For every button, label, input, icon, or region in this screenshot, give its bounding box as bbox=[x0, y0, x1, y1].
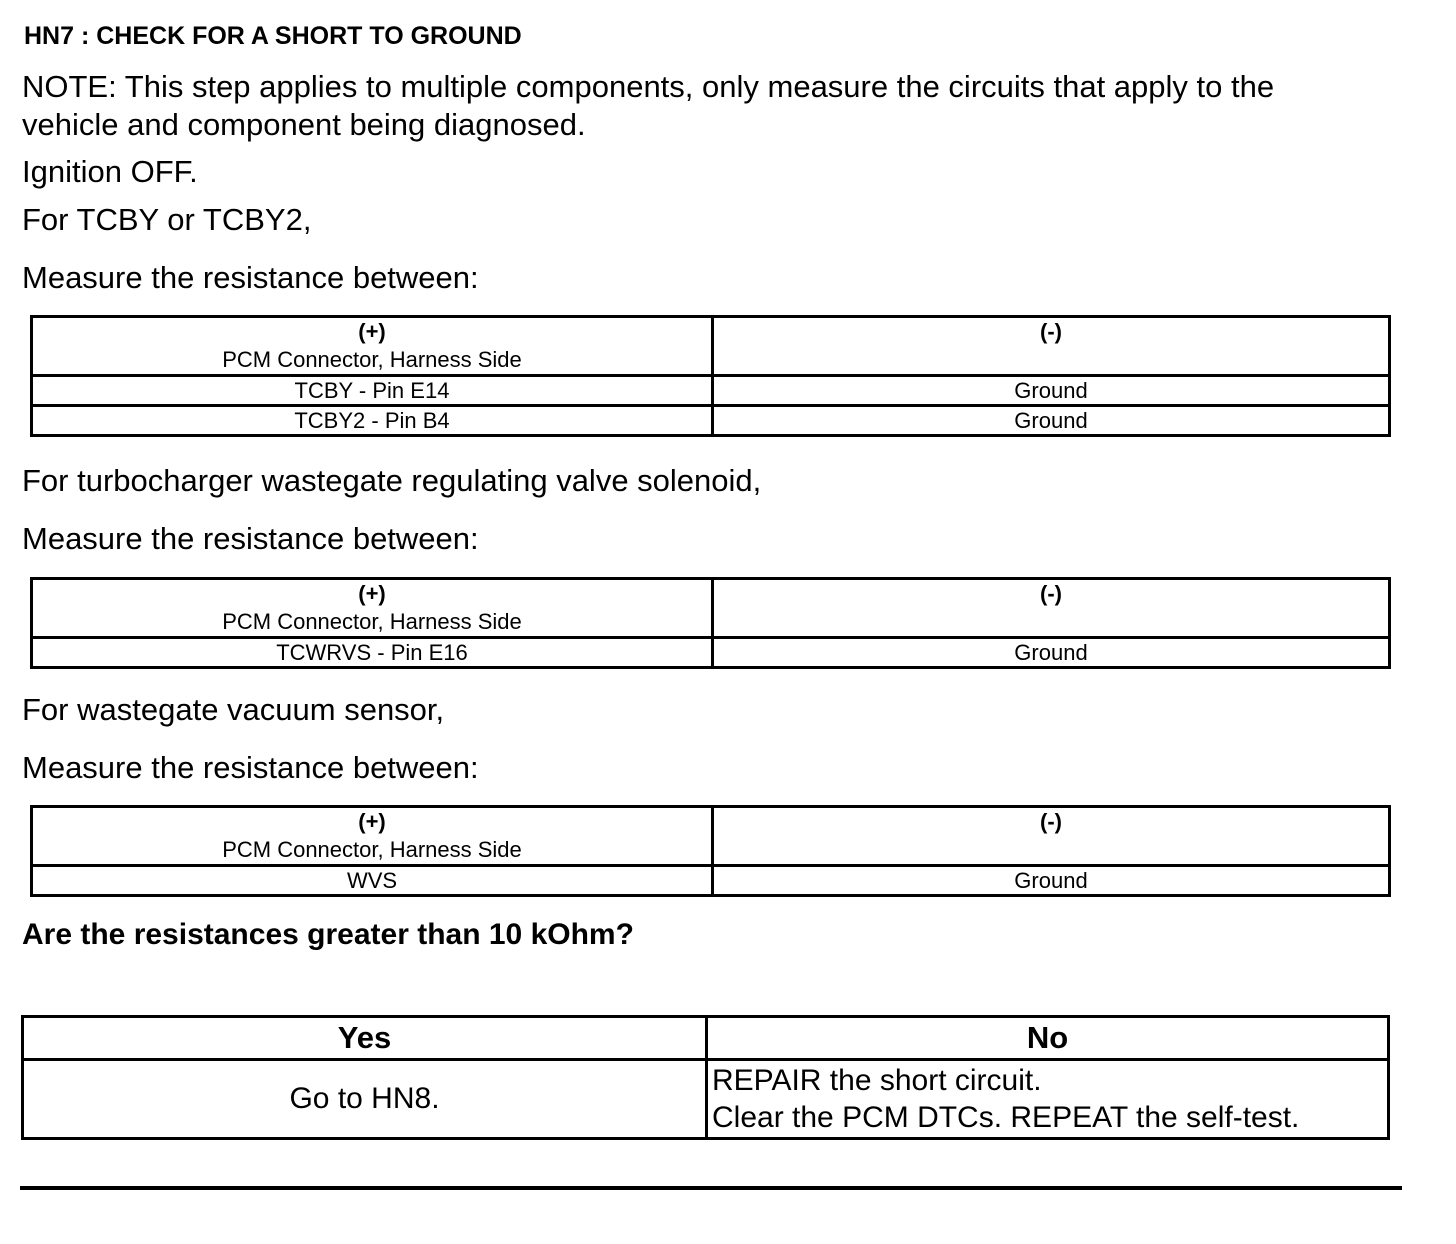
minus-sign: (-) bbox=[1040, 809, 1062, 834]
test-question: Are the resistances greater than 10 kOhm? bbox=[22, 918, 634, 951]
plus-cell: TCWRVS - Pin E16 bbox=[32, 638, 713, 668]
plus-cell: TCBY2 - Pin B4 bbox=[32, 406, 713, 436]
column-header-minus bbox=[713, 807, 1390, 866]
note-text bbox=[22, 68, 1274, 144]
no-action-line-1: REPAIR the short circuit. bbox=[712, 1064, 1042, 1097]
bottom-divider bbox=[20, 1186, 1402, 1190]
table-row bbox=[32, 406, 1390, 436]
ignition-instruction: Ignition OFF. bbox=[22, 154, 198, 189]
section-heading-vacuum-sensor: For wastegate vacuum sensor, bbox=[22, 692, 445, 727]
table-row bbox=[32, 638, 1390, 668]
table-row bbox=[32, 866, 1390, 896]
plus-cell: TCBY - Pin E14 bbox=[32, 376, 713, 406]
note-line-1: NOTE: This step applies to multiple components, only measure the circuits that apply to the bbox=[22, 69, 1275, 104]
no-action-line-2: Clear the PCM DTCs. REPEAT the self-test. bbox=[712, 1101, 1300, 1134]
step-title: HN7 : CHECK FOR A SHORT TO GROUND bbox=[24, 22, 522, 50]
section-heading-wastegate-valve: For turbocharger wastegate regulating valve solenoid, bbox=[22, 463, 762, 498]
note-line-2: vehicle and component being diagnosed. bbox=[22, 107, 586, 142]
yes-header: Yes bbox=[23, 1017, 707, 1060]
table-row bbox=[32, 376, 1390, 406]
column-header-minus bbox=[713, 579, 1390, 638]
minus-cell: Ground bbox=[713, 406, 1390, 436]
no-header: No bbox=[707, 1017, 1389, 1060]
measurement-table-wastegate-valve bbox=[30, 577, 1391, 669]
section-instruction-vacuum-sensor: Measure the resistance between: bbox=[22, 750, 479, 785]
section-instruction-tcby: Measure the resistance between: bbox=[22, 260, 479, 295]
section-heading-tcby: For TCBY or TCBY2, bbox=[22, 202, 312, 237]
yes-action: Go to HN8. bbox=[23, 1060, 707, 1139]
plus-sign: (+) bbox=[358, 319, 386, 344]
measurement-table-vacuum-sensor bbox=[30, 805, 1391, 897]
column-header-plus bbox=[32, 317, 713, 376]
plus-sign: (+) bbox=[358, 809, 386, 834]
decision-table bbox=[21, 1015, 1390, 1140]
measurement-table-tcby bbox=[30, 315, 1391, 437]
plus-cell: WVS bbox=[32, 866, 713, 896]
plus-label: PCM Connector, Harness Side bbox=[222, 347, 522, 372]
minus-cell: Ground bbox=[713, 638, 1390, 668]
section-instruction-wastegate-valve: Measure the resistance between: bbox=[22, 521, 479, 556]
minus-cell: Ground bbox=[713, 866, 1390, 896]
no-action bbox=[707, 1060, 1389, 1139]
plus-label: PCM Connector, Harness Side bbox=[222, 837, 522, 862]
column-header-minus bbox=[713, 317, 1390, 376]
minus-cell: Ground bbox=[713, 376, 1390, 406]
minus-sign: (-) bbox=[1040, 581, 1062, 606]
column-header-plus bbox=[32, 579, 713, 638]
minus-sign: (-) bbox=[1040, 319, 1062, 344]
column-header-plus bbox=[32, 807, 713, 866]
plus-label: PCM Connector, Harness Side bbox=[222, 609, 522, 634]
plus-sign: (+) bbox=[358, 581, 386, 606]
